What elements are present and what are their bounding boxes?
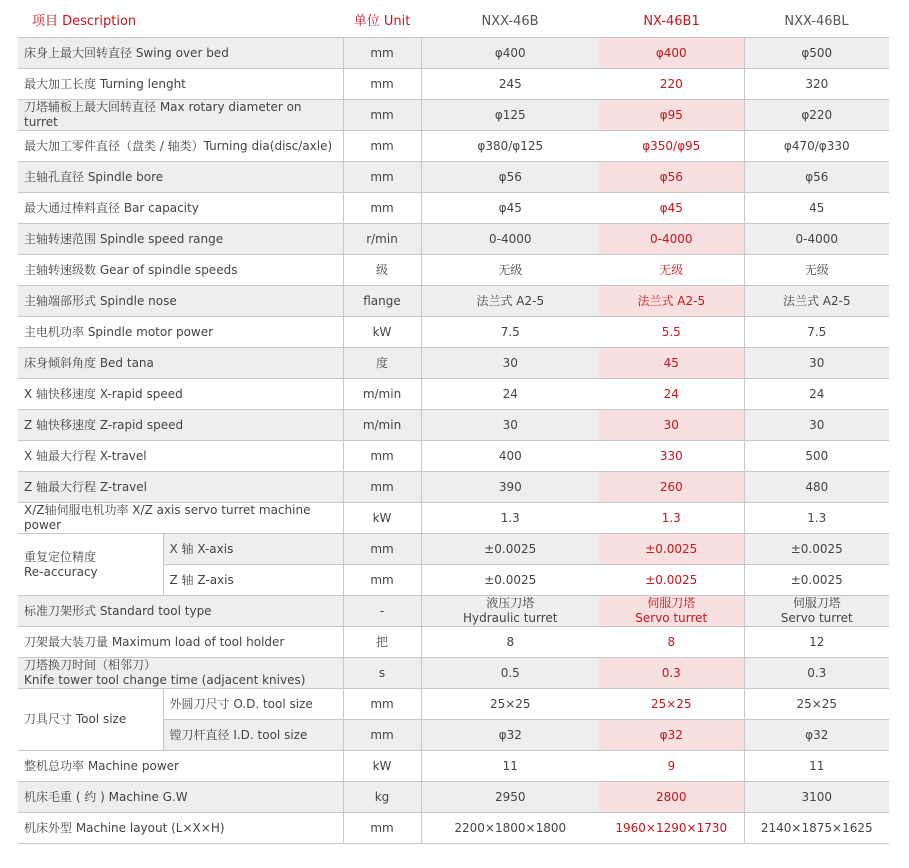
row-value-2: φ350/φ95 [599,131,744,162]
row-value-3: φ500 [744,38,889,69]
row-unit: m/min [343,379,421,410]
row-value-1: 30 [421,410,599,441]
reaccuracy-desc-cn: 重复定位精度 [24,549,97,564]
value-cn: 伺服刀塔 [792,596,841,610]
row-value-3: φ220 [744,100,889,131]
row-value-3: 25×25 [744,689,889,720]
row-value-1: 7.5 [421,317,599,348]
value-en: Hydraulic turret [463,611,558,625]
row-value-3 [744,596,889,627]
row-value-3: 500 [744,441,889,472]
table-row [18,162,889,193]
table-row [18,410,889,441]
row-value-1 [421,596,599,627]
row-unit: mm [343,193,421,224]
table-row [18,131,889,162]
row-value-3: 30 [744,348,889,379]
table-row [18,193,889,224]
row-value-1: 8 [421,627,599,658]
changetime-desc-en: Knife tower tool change time (adjacent knives) [24,673,306,687]
row-value-3: φ470/φ330 [744,131,889,162]
table-row [18,472,889,503]
row-desc: X 轴最大行程 X-travel [18,441,343,472]
row-value-3: 45 [744,193,889,224]
row-value-3: 320 [744,69,889,100]
row-desc: 机床毛重 ( 约 ) Machine G.W [18,782,343,813]
reaccuracy-desc-en: Re-accuracy [24,564,98,579]
row-unit: flange [343,286,421,317]
row-unit: mm [343,162,421,193]
row-value-1: 390 [421,472,599,503]
table-row [18,596,889,627]
row-unit: mm [343,534,421,565]
row-desc: 最大加工零件直径（盘类 / 轴类）Turning dia(disc/axle) [18,131,343,162]
row-value-2: φ32 [599,720,744,751]
row-value-1: 11 [421,751,599,782]
row-value-2: 45 [599,348,744,379]
table-row [18,751,889,782]
table-row [18,286,889,317]
row-desc: 床身倾斜角度 Bed tana [18,348,343,379]
row-value-1: φ125 [421,100,599,131]
row-desc: 主轴转速级数 Gear of spindle speeds [18,255,343,286]
row-desc: 主电机功率 Spindle motor power [18,317,343,348]
row-value-3: φ56 [744,162,889,193]
row-desc: 最大加工长度 Turning lenght [18,69,343,100]
row-sublabel: X 轴 X-axis [163,534,343,565]
row-value-3: 30 [744,410,889,441]
row-unit: mm [343,813,421,844]
value-cn: 液压刀塔 [486,596,535,610]
row-value-3: 0.3 [744,658,889,689]
row-value-1: 2950 [421,782,599,813]
table-row [18,317,889,348]
table-row [18,782,889,813]
row-value-1: ±0.0025 [421,565,599,596]
row-value-1: 0-4000 [421,224,599,255]
header-model-1: NXX-46B [481,14,539,29]
table-row [18,503,889,534]
row-value-2: 5.5 [599,317,744,348]
row-value-2: 0.3 [599,658,744,689]
row-unit: r/min [343,224,421,255]
row-value-2: 25×25 [599,689,744,720]
row-desc: 床身上最大回转直径 Swing over bed [18,38,343,69]
row-unit: mm [343,472,421,503]
row-value-3: 7.5 [744,317,889,348]
row-value-2: φ400 [599,38,744,69]
row-unit: mm [343,131,421,162]
row-value-1: 25×25 [421,689,599,720]
row-value-3: 12 [744,627,889,658]
row-value-1: φ32 [421,720,599,751]
row-value-1: φ45 [421,193,599,224]
row-unit: - [343,596,421,627]
row-desc: 标准刀架形式 Standard tool type [18,596,343,627]
row-desc [18,658,343,689]
row-desc: 整机总功率 Machine power [18,751,343,782]
row-value-2: φ45 [599,193,744,224]
row-unit: mm [343,38,421,69]
row-unit: kW [343,751,421,782]
row-value-2: 9 [599,751,744,782]
table-row [18,813,889,844]
row-value-3: 0-4000 [744,224,889,255]
header-model-2: NX-46B1 [643,14,700,29]
row-value-2: 220 [599,69,744,100]
header-model-3: NXX-46BL [784,14,849,29]
row-value-2: ±0.0025 [599,565,744,596]
table-row [18,627,889,658]
toolsize-desc: 刀具尺寸 Tool size [18,689,163,751]
row-value-2: 1.3 [599,503,744,534]
row-desc: 最大通过棒料直径 Bar capacity [18,193,343,224]
row-value-1: 无级 [421,255,599,286]
row-value-3: ±0.0025 [744,534,889,565]
value-cn: 伺服刀塔 [647,596,696,610]
row-value-2: 260 [599,472,744,503]
row-value-3: 24 [744,379,889,410]
value-en: Servo turret [780,611,853,625]
row-value-3: 11 [744,751,889,782]
row-value-1: 0.5 [421,658,599,689]
row-unit: m/min [343,410,421,441]
row-value-2: 0-4000 [599,224,744,255]
row-unit: kW [343,317,421,348]
row-desc: 刀塔辅板上最大回转直径 Max rotary diameter on turret [18,100,343,131]
row-value-1: 1.3 [421,503,599,534]
row-desc: 机床外型 Machine layout (L×X×H) [18,813,343,844]
row-value-2: 330 [599,441,744,472]
row-value-2: 24 [599,379,744,410]
spec-table [18,6,889,844]
row-unit: mm [343,69,421,100]
row-value-1: ±0.0025 [421,534,599,565]
table-row [18,100,889,131]
row-unit: mm [343,720,421,751]
row-value-2: 30 [599,410,744,441]
row-unit: kg [343,782,421,813]
row-desc: X/Z轴伺服电机功率 X/Z axis servo turret machine power [18,503,343,534]
row-desc: X 轴快移速度 X-rapid speed [18,379,343,410]
row-unit: kW [343,503,421,534]
table-row [18,69,889,100]
row-value-2: φ56 [599,162,744,193]
row-desc: Z 轴快移速度 Z-rapid speed [18,410,343,441]
value-en: Servo turret [635,611,708,625]
row-desc: 主轴孔直径 Spindle bore [18,162,343,193]
table-row [18,255,889,286]
row-value-2: 1960×1290×1730 [599,813,744,844]
header-unit: 单位 Unit [353,14,411,29]
changetime-desc-cn: 刀塔换刀时间（相邻刀） [24,658,157,672]
row-value-1: 400 [421,441,599,472]
table-row [18,689,889,720]
row-value-1: 245 [421,69,599,100]
row-desc: 主轴端部形式 Spindle nose [18,286,343,317]
row-value-1: 30 [421,348,599,379]
table-row [18,441,889,472]
row-value-3: 无级 [744,255,889,286]
row-value-3: ±0.0025 [744,565,889,596]
reaccuracy-desc [18,534,163,596]
row-unit: mm [343,689,421,720]
row-unit: 把 [343,627,421,658]
row-value-3: 2140×1875×1625 [744,813,889,844]
row-desc: 刀架最大装刀量 Maximum load of tool holder [18,627,343,658]
row-unit: s [343,658,421,689]
row-unit: mm [343,441,421,472]
row-value-2: ±0.0025 [599,534,744,565]
table-row [18,379,889,410]
row-value-1: φ56 [421,162,599,193]
row-value-1: φ380/φ125 [421,131,599,162]
row-value-3: φ32 [744,720,889,751]
header-description: 项目 Description [32,14,137,29]
row-desc: 主轴转速范围 Spindle speed range [18,224,343,255]
row-sublabel: Z 轴 Z-axis [163,565,343,596]
row-value-1: φ400 [421,38,599,69]
row-value-1: 法兰式 A2-5 [421,286,599,317]
row-value-2: φ95 [599,100,744,131]
row-value-2 [599,596,744,627]
row-unit: mm [343,565,421,596]
row-value-3: 1.3 [744,503,889,534]
row-desc: Z 轴最大行程 Z-travel [18,472,343,503]
row-value-2: 2800 [599,782,744,813]
table-row [18,38,889,69]
row-unit: 级 [343,255,421,286]
row-sublabel: 外圆刀尺寸 O.D. tool size [163,689,343,720]
row-sublabel: 镗刀杆直径 I.D. tool size [163,720,343,751]
row-value-2: 8 [599,627,744,658]
table-row [18,534,889,565]
row-value-1: 2200×1800×1800 [421,813,599,844]
row-value-3: 法兰式 A2-5 [744,286,889,317]
row-value-1: 24 [421,379,599,410]
table-header [18,6,889,38]
row-unit: mm [343,100,421,131]
row-value-3: 3100 [744,782,889,813]
table-row [18,348,889,379]
row-unit: 度 [343,348,421,379]
row-value-3: 480 [744,472,889,503]
row-value-2: 法兰式 A2-5 [599,286,744,317]
row-value-2: 无级 [599,255,744,286]
table-row [18,658,889,689]
table-row [18,224,889,255]
